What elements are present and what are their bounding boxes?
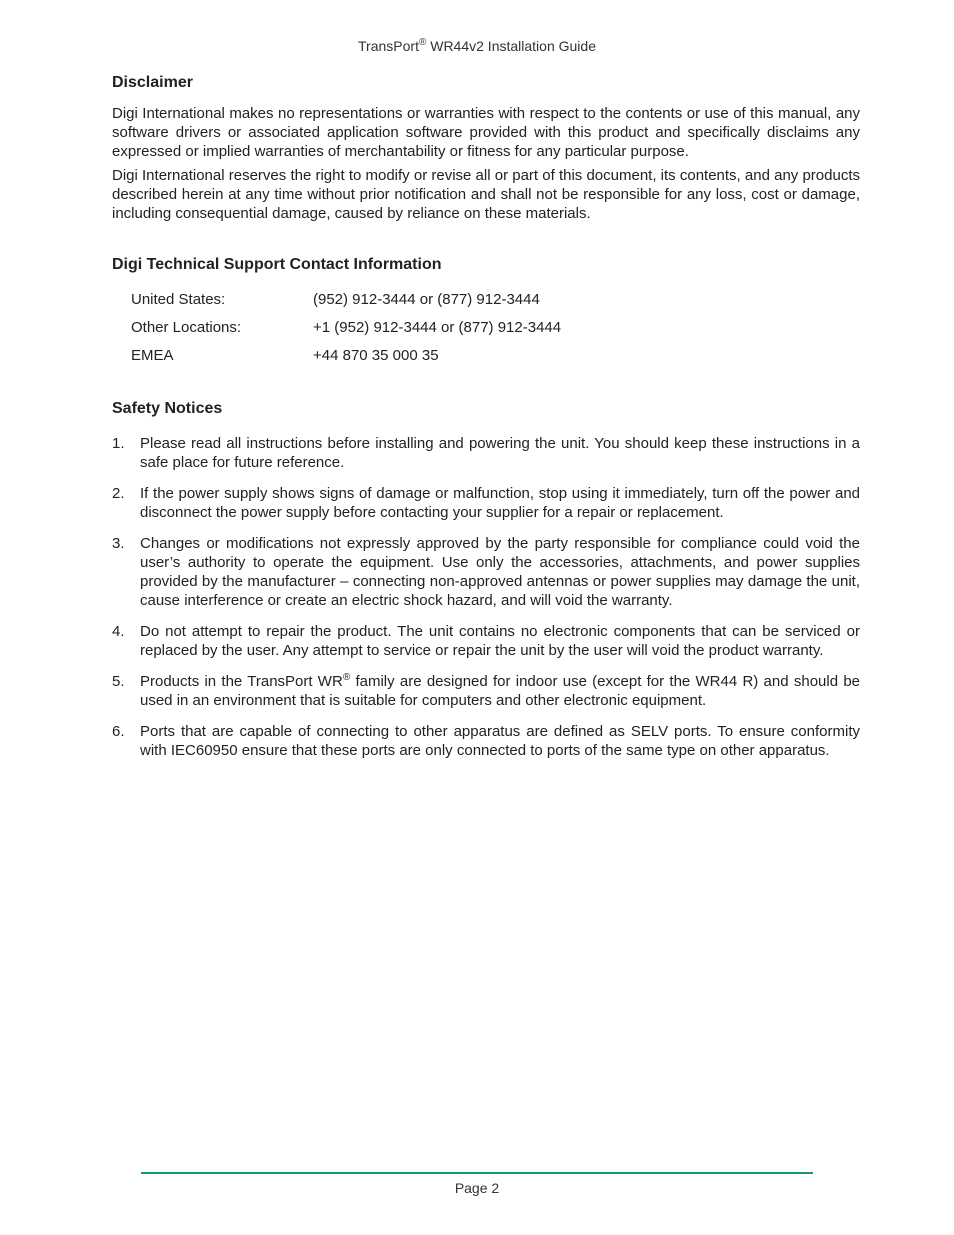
page-content	[112, 74, 860, 772]
contact-table	[131, 290, 860, 374]
list-item	[112, 484, 860, 522]
list-item-text-end: family are designed for indoor use (except for the WR44 R) and should be used in an environment that is suitable for computers and other electronic equipment.	[140, 673, 861, 709]
contact-phone: (952) 912-3444 or (877) 912-3444	[313, 291, 540, 308]
header-title-rest: WR44v2 Installation Guide	[426, 38, 596, 54]
list-item-number: 4.	[112, 623, 125, 640]
list-item	[112, 622, 860, 660]
contact-phone: +44 870 35 000 35	[313, 347, 439, 364]
list-item-number: 3.	[112, 535, 125, 552]
list-item-text: Do not attempt to repair the product. The unit contains no electronic components that can be serviced or replaced by the user. Any attempt to service or repair the unit by the user will void the product warranty.	[140, 623, 860, 659]
list-item-text: If the power supply shows signs of damage or malfunction, stop using it immediately, turn off the power and disconnect the power supply before contacting your supplier for a repair or replacement.	[140, 485, 860, 521]
disclaimer-paragraph-2: Digi International reserves the right to modify or revise all or part of this document, its contents, and any products described herein at any time without prior notification and shall not be responsible for any loss, cost or damage, including consequential damage, caused by reliance on these materials.	[112, 167, 860, 222]
disclaimer-paragraph-1: Digi International makes no representations or warranties with respect to the contents or use of this manual, any software drivers or associated application software provided with this product and specifically disclaims any expressed or implied warranties of merchantability or fitness for any particular purpose.	[112, 105, 860, 160]
contact-row-other-locations	[131, 318, 860, 346]
page-number: Page 2	[454, 1180, 500, 1196]
list-item	[112, 672, 860, 710]
list-item-number: 1.	[112, 435, 125, 452]
contact-label: EMEA	[131, 347, 174, 364]
page-header	[0, 38, 954, 54]
contact-row-emea	[131, 346, 860, 374]
list-item	[112, 534, 860, 610]
list-item-text: Changes or modifications not expressly approved by the party responsible for compliance could void the user’s authority to operate the equipment. Use only the accessories, attachments, and power supplies provided by the manufacturer – connecting non-approved antennas or power supplies may damage the unit, cause interference or create an electric shock hazard, and will void the warranty.	[140, 535, 860, 609]
list-item-text-start: Products in the TransPort WR	[140, 673, 343, 690]
contact-row-united-states	[131, 290, 860, 318]
list-item-number: 6.	[112, 723, 125, 740]
safety-notices-list	[112, 434, 860, 760]
support-heading: Digi Technical Support Contact Information	[112, 256, 442, 273]
contact-label: United States:	[131, 291, 226, 308]
list-item	[112, 722, 860, 760]
list-item-text	[140, 672, 860, 710]
disclaimer-heading: Disclaimer	[112, 74, 193, 91]
list-item-number: 5.	[112, 673, 125, 690]
footer-divider	[141, 1172, 813, 1174]
list-item-number: 2.	[112, 485, 125, 502]
contact-label: Other Locations:	[131, 319, 242, 336]
list-item-text: Ports that are capable of connecting to other apparatus are defined as SELV ports. To ensure conformity with IEC60950 ensure that these ports are only connected to ports of the same type on other apparatus.	[140, 723, 860, 759]
list-item	[112, 434, 860, 472]
registered-mark: ®	[342, 672, 351, 683]
contact-phone: +1 (952) 912-3444 or (877) 912-3444	[313, 319, 562, 336]
safety-heading: Safety Notices	[112, 400, 223, 417]
header-brand: TransPort	[358, 38, 419, 54]
list-item-text: Please read all instructions before installing and powering the unit. You should keep these instructions in a safe place for future reference.	[140, 435, 860, 471]
header-registered-mark: ®	[418, 37, 427, 48]
